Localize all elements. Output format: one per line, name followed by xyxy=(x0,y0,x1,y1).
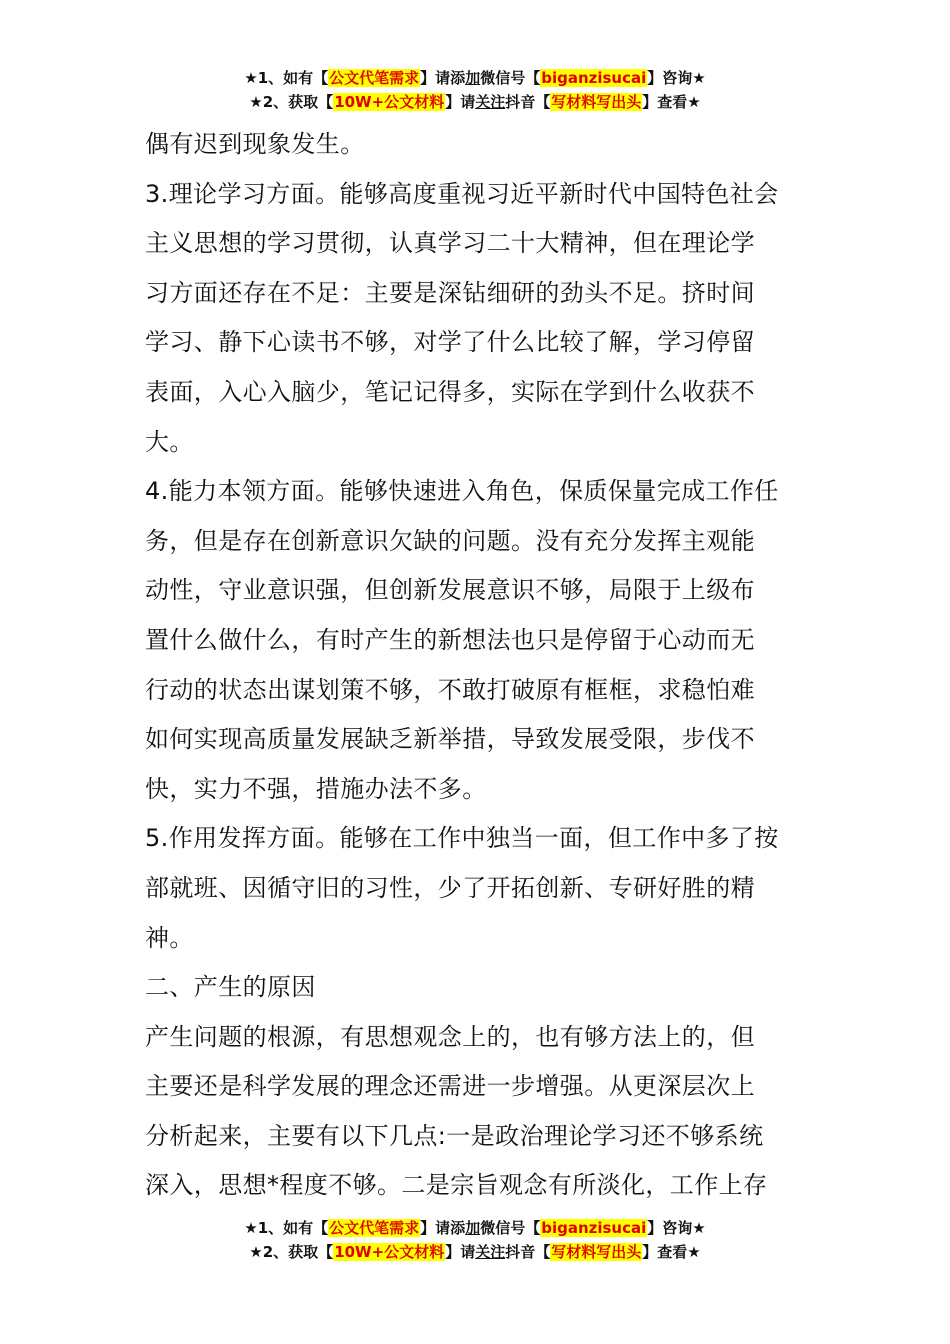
body-line: 分析起来，主要有以下几点:一是政治理论学习还不够系统 xyxy=(145,1121,764,1150)
highlight-service: 公文代笔需求 xyxy=(329,1219,420,1237)
banner-line-1: ★1、如有【公文代笔需求】请添加微信号【biganzisucai】咨询★ xyxy=(244,1219,706,1237)
body-line: 主要还是科学发展的理念还需进一步增强。从更深层次上 xyxy=(145,1072,755,1101)
body-line: 3.理论学习方面。能够高度重视习近平新时代中国特色社会 xyxy=(145,179,779,208)
highlight-douyin-account: 写材料写出头 xyxy=(551,93,642,111)
body-line: 动性，守业意识强，但创新发展意识不够，局限于上级布 xyxy=(145,576,755,605)
body-line: 务，但是存在创新意识欠缺的问题。没有充分发挥主观能 xyxy=(145,526,755,555)
body-line: 如何实现高质量发展缺乏新举措，导致发展受限，步伐不 xyxy=(145,725,755,754)
body-line: 行动的状态出谋划策不够，不敢打破原有框框，求稳怕难 xyxy=(145,675,755,704)
banner-line-2: ★2、获取【10W+公文材料】请关注抖音【写材料写出头】查看★ xyxy=(249,93,701,111)
highlight-materials: 10W+公文材料 xyxy=(334,1243,445,1261)
body-line: 表面，入心入脑少，笔记记得多，实际在学到什么收获不 xyxy=(145,377,755,406)
body-line: 4.能力本领方面。能够快速进入角色，保质保量完成工作任 xyxy=(145,477,779,506)
body-line: 部就班、因循守旧的习性，少了开拓创新、专研好胜的精 xyxy=(145,873,755,902)
highlight-wechat-id: biganzisucai xyxy=(541,1219,647,1237)
banner-line-2: ★2、获取【10W+公文材料】请关注抖音【写材料写出头】查看★ xyxy=(249,1243,701,1261)
body-line: 深入，思想*程度不够。二是宗旨观念有所淡化，工作上存 xyxy=(145,1171,768,1200)
body-line: 偶有迟到现象发生。 xyxy=(145,130,365,158)
body-line: 神。 xyxy=(145,923,194,952)
highlight-wechat-id: biganzisucai xyxy=(541,69,647,87)
highlight-materials: 10W+公文材料 xyxy=(334,93,445,111)
banner-line-1: ★1、如有【公文代笔需求】请添加微信号【biganzisucai】咨询★ xyxy=(244,69,706,87)
body-line: 产生问题的根源，有思想观念上的，也有够方法上的，但 xyxy=(145,1022,755,1051)
highlight-service: 公文代笔需求 xyxy=(329,69,420,87)
body-line: 置什么做什么，有时产生的新想法也只是停留于心动而无 xyxy=(145,625,755,654)
section-heading: 二、产生的原因 xyxy=(145,973,316,1002)
body-line: 学习、静下心读书不够，对学了什么比较了解，学习停留 xyxy=(145,328,755,357)
footer-banner xyxy=(0,1216,950,1264)
body-line: 5.作用发挥方面。能够在工作中独当一面，但工作中多了按 xyxy=(145,824,779,853)
body-line: 快，实力不强，措施办法不多。 xyxy=(145,774,487,803)
body-line: 大。 xyxy=(145,427,194,456)
body-line: 主义思想的学习贯彻，认真学习二十大精神，但在理论学 xyxy=(145,229,755,258)
body-line: 习方面还存在不足：主要是深钻细研的劲头不足。挤时间 xyxy=(145,278,755,307)
highlight-douyin-account: 写材料写出头 xyxy=(551,1243,642,1261)
document-body xyxy=(145,120,810,1211)
header-banner xyxy=(0,66,950,114)
